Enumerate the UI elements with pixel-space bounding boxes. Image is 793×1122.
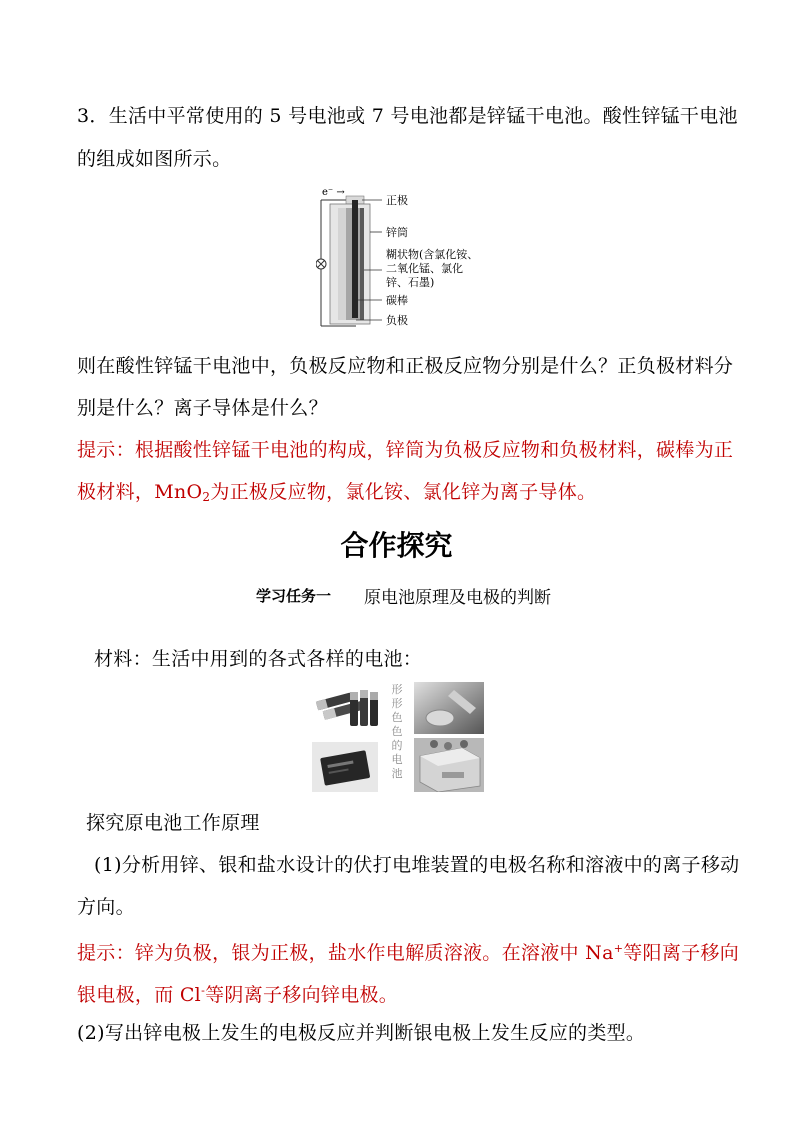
task-label: 学习任务一	[256, 587, 332, 605]
hint-2-text-a: 提示：锌为负极，银为正极，盐水作电解质溶液。在溶液中 Na	[77, 942, 614, 964]
label-carbon-rod: 碳棒	[386, 294, 408, 307]
label-negative: 负极	[386, 314, 408, 327]
label-paste-1: 糊状物(含氯化铵、	[386, 248, 479, 261]
aa-batteries-photo	[310, 680, 382, 732]
hint-2-line-2	[77, 979, 398, 1007]
electron-flow-label: e⁻ →	[322, 187, 345, 198]
question-3-line-1: 3．生活中平常使用的 5 号电池或 7 号电池都是锌锰干电池。酸性锌锰干电池	[77, 105, 738, 127]
label-paste-2: 二氧化锰、氯化	[386, 262, 463, 275]
hint-2-superscript-plus: +	[613, 942, 624, 955]
hint-1-text-b: 为正极反应物，氯化铵、氯化锌为离子导体。	[210, 481, 597, 503]
material-text: 材料：生活中用到的各式各样的电池：	[94, 648, 423, 670]
hint-2-text-b: 等阳离子移向	[623, 942, 740, 964]
dry-cell-diagram	[316, 186, 479, 331]
section-heading: 合作探究	[340, 529, 453, 562]
question-line-2: 别是什么？离子导体是什么？	[77, 397, 328, 419]
hint-2-line-1	[77, 937, 739, 965]
question-line-1: 则在酸性锌锰干电池中，负极反应物和正极反应物分别是什么？正负极材料分	[77, 355, 734, 377]
question-3-line-2: 的组成如图所示。	[77, 148, 232, 170]
hint-1-line-1: 提示：根据酸性锌锰干电池的构成，锌筒为负极反应物和负极材料，碳棒为正	[77, 439, 734, 461]
hint-2-text-d: 等阴离子移向锌电极。	[205, 984, 399, 1006]
photo-caption: 形形色色的电池	[391, 683, 403, 780]
explore-q1-line-2: 方向。	[77, 896, 135, 918]
label-positive: 正极	[386, 194, 408, 207]
explore-title: 探究原电池工作原理	[86, 812, 260, 834]
task-title: 原电池原理及电极的判断	[364, 588, 551, 608]
hint-2-text-c: 银电极，而 Cl	[77, 984, 202, 1006]
hint-2-superscript-minus: -	[201, 984, 206, 997]
label-paste-3: 锌、石墨)	[386, 276, 435, 289]
battery-photo-collage	[310, 680, 486, 793]
hint-1-line-2	[77, 480, 596, 509]
button-cell-photo	[414, 682, 484, 734]
hint-1-subscript: 2	[202, 490, 211, 504]
lead-acid-battery-photo	[414, 738, 484, 792]
phone-battery-photo	[312, 742, 378, 792]
hint-1-text-a: 极材料，MnO	[77, 481, 203, 503]
explore-q1-line-1: (1)分析用锌、银和盐水设计的伏打电堆装置的电极名称和溶液中的离子移动	[94, 854, 740, 876]
question-2: (2)写出锌电极上发生的电极反应并判断银电极上发生反应的类型。	[77, 1022, 646, 1044]
label-zinc-can: 锌筒	[386, 226, 408, 239]
